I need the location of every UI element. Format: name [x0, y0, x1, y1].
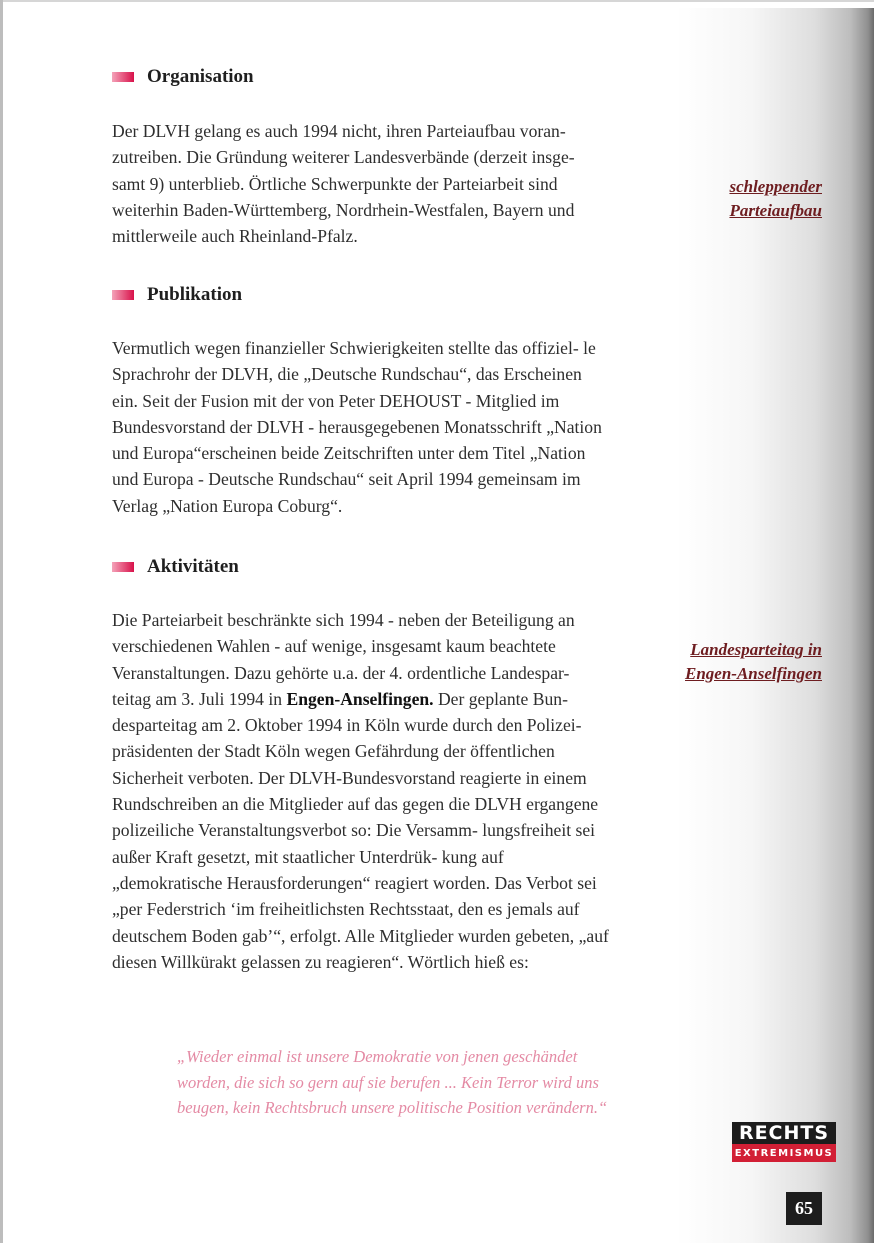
paragraph-text-start: Die Parteiarbeit beschränkte sich 1994 - neben der Beteiligung an verschiedenen Wahlen - auf wenige, insgesamt kaum beachtete Veranstaltungen. Dazu gehörte u.a. der 4. ordentliche Landespar- teitag am 3. Juli 1994 in	[112, 610, 575, 709]
section-heading-organisation	[112, 62, 254, 92]
margin-note-line: Landesparteitag in	[690, 640, 822, 659]
page-number: 65	[786, 1192, 822, 1225]
page-edge-left	[0, 0, 3, 1243]
section-publikation-body	[112, 335, 612, 519]
margin-note-line: Parteiaufbau	[729, 201, 822, 220]
logo-bottom-text: EXTREMISMUS	[732, 1144, 836, 1162]
bullet-icon	[112, 72, 134, 82]
quote-block: „Wieder einmal ist unsere Demokratie von jenen geschändet worden, die sich so gern auf sie berufen ... Kein Terror wird uns beugen, kein Rechtsbruch unsere politische Position verändern.“	[177, 1047, 608, 1117]
page-edge-top	[0, 0, 874, 2]
heading-text: Publikation	[147, 284, 243, 305]
paragraph: Vermutlich wegen finanzieller Schwierigkeiten stellte das offiziel- le Sprachrohr der DLVH, die „Deutsche Rundschau“, das Erscheinen ein. Seit der Fusion mit der von Peter DEHOUST - Mitglied im Bundesvorstand der DLVH - herausgegebenen Monatsschrift „Nation und Europa“erscheinen beide Zeitschriften unter dem Titel „Nation und Europa - Deutsche Rundschau“ seit April 1994 gemeinsam im Verlag „Nation Europa Coburg“.	[112, 338, 602, 516]
paragraph-bold-place: Engen-Anselfingen.	[286, 688, 434, 709]
bullet-icon	[112, 562, 134, 572]
rechtsextremismus-logo	[732, 1122, 836, 1164]
logo-top-text: RECHTS	[732, 1122, 836, 1144]
paragraph-text-end: Der geplante Bun- desparteitag am 2. Oktober 1994 in Köln wurde durch den Polizei- präsidenten der Stadt Köln wegen Gefährdung der öffentlichen Sicherheit verboten. Der DLVH-Bundesvorstand reagierte in einem Rundschreiben an die Mitglieder auf das gegen die DLVH ergangene polizeiliche Veranstaltungsverbot so: Die Versamm- lungsfreiheit sei außer Kraft gesetzt, mit staatlicher Unterdrük- kung auf „demokratische Herausforderungen“ reagiert worden. Das Verbot sei „per Federstrich ‘im freiheitlichsten Rechtsstaat, den es jemals auf deutschem Boden gab’“, erfolgt. Alle Mitglieder wurden gebeten, „auf diesen Willkürakt gelassen zu reagieren“. Wörtlich hieß es:	[112, 688, 609, 972]
paragraph: Der DLVH gelang es auch 1994 nicht, ihren Parteiaufbau voran- zutreiben. Die Gründung weiterer Landesverbände (derzeit insge- samt 9) unterblieb. Örtliche Schwerpunkte der Parteiarbeit sind weiterhin Baden-Württemberg, Nordrhein-Westfalen, Bayern und mittlerweile auch Rheinland-Pfalz.	[112, 121, 575, 247]
heading-text: Organisation	[147, 66, 254, 87]
bullet-icon	[112, 290, 134, 300]
section-organisation-body	[112, 118, 612, 249]
margin-note-line: schleppender	[729, 177, 822, 196]
heading-text: Aktivitäten	[147, 556, 239, 577]
section-heading-aktivitaeten	[112, 552, 239, 582]
section-heading-publikation	[112, 280, 242, 310]
section-aktivitaeten-body	[112, 607, 612, 975]
margin-note-line: Engen-Anselfingen	[685, 664, 822, 683]
paragraph	[112, 607, 612, 975]
margin-note-parteiaufbau	[729, 175, 822, 223]
margin-note-landesparteitag	[685, 638, 822, 686]
